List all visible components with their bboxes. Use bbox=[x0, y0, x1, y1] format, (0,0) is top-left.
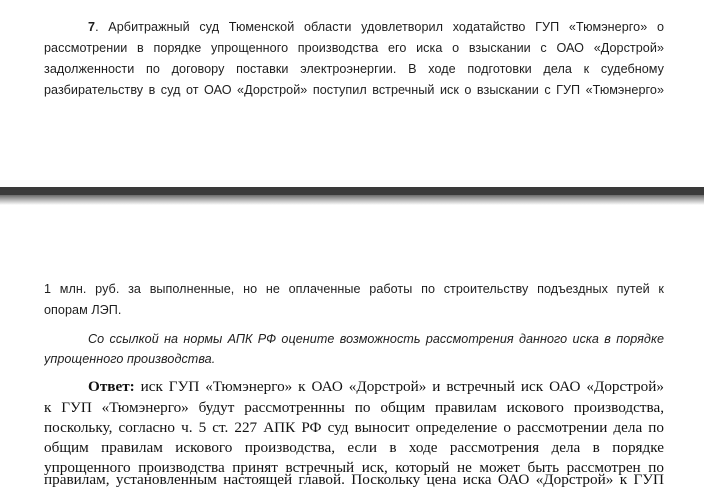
task-first-line bbox=[88, 17, 664, 37]
answer-line: поскольку, согласно ч. 5 ст. 227 АПК РФ суд выносит определение о рассмотрении дела по bbox=[44, 419, 664, 436]
continuation-line: опорам ЛЭП. bbox=[44, 303, 122, 317]
task-number: 7 bbox=[88, 20, 96, 34]
page-separator bbox=[0, 187, 704, 195]
question-line: Со ссылкой на нормы АПК РФ оцените возможность рассмотрения данного иска в порядке bbox=[88, 332, 664, 346]
answer-line: упрощенного производства принят встречный иск, который не может быть рассмотрен по bbox=[44, 459, 664, 476]
answer-label: Ответ: bbox=[88, 378, 135, 395]
task-text-line: . Арбитражный суд Тюменской области удовлетворил ходатайство ГУП «Тюмэнерго» о bbox=[95, 20, 664, 34]
page-separator-shadow bbox=[0, 195, 704, 205]
task-text-line: рассмотрении в порядке упрощенного производства его иска о взыскании с ОАО «Дорстрой» bbox=[44, 41, 664, 55]
question-line: упрощенного производства. bbox=[44, 352, 216, 366]
answer-text: иск ГУП «Тюмэнерго» к ОАО «Дорстрой» и встречный иск ОАО «Дорстрой» bbox=[134, 378, 664, 395]
task-text-line: разбирательству в суд от ОАО «Дорстрой» поступил встречный иск о взыскании с ГУП «Тюмэнерго» bbox=[44, 83, 664, 97]
answer-first-line bbox=[88, 377, 664, 397]
continuation-line: 1 млн. руб. за выполненные, но не оплаченные работы по строительству подъездных путей к bbox=[44, 282, 664, 296]
task-text-line: задолженности по договору поставки электроэнергии. В ходе подготовки дела к судебному bbox=[44, 62, 664, 76]
answer-line: к ГУП «Тюмэнерго» будут рассмотреннны по общим правилам искового производства, bbox=[44, 399, 664, 416]
answer-line: общим правилам искового производства, если в ходе рассмотрения дела в порядке bbox=[44, 439, 664, 456]
answer-line: правилам, установленным настоящей главой. Поскольку цена иска ОАО «Дорстрой» к ГУП bbox=[44, 471, 664, 488]
